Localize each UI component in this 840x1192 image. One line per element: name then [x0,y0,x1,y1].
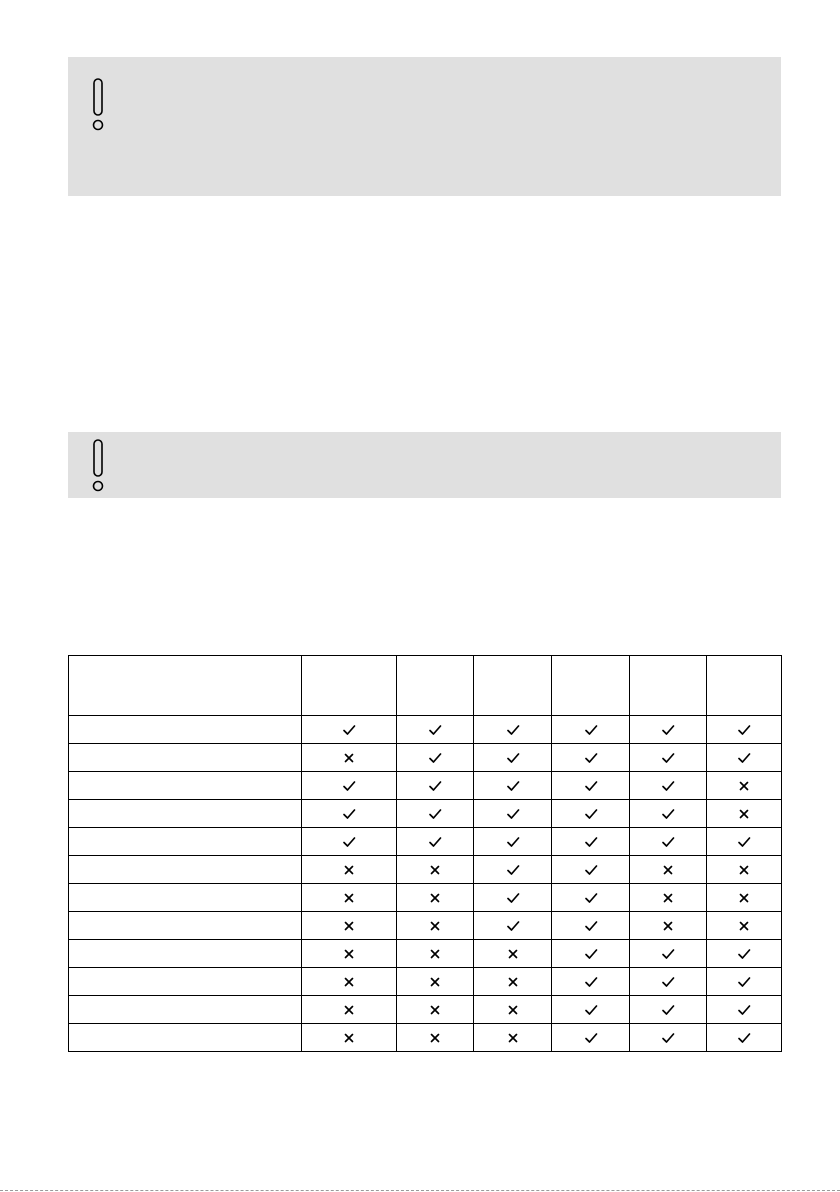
mark-cell [474,912,552,940]
row-label-cell [69,940,302,968]
check-icon [506,863,520,877]
check-icon [506,807,520,821]
mark-cell [630,996,707,1024]
exclamation-icon [90,438,106,494]
cross-icon [342,1003,356,1017]
table-row [69,996,782,1024]
cross-icon [428,891,442,905]
mark-cell [302,716,397,744]
cross-icon [737,919,751,933]
mark-cell [552,884,630,912]
cross-icon [506,947,520,961]
table-row [69,968,782,996]
cross-icon [506,1031,520,1045]
mark-cell [630,828,707,856]
header-cell [707,656,782,716]
table-row [69,800,782,828]
table-row [69,1024,782,1052]
mark-cell [397,884,474,912]
mark-cell [397,996,474,1024]
row-label-cell [69,996,302,1024]
cross-icon [428,1031,442,1045]
mark-cell [630,716,707,744]
mark-cell [707,996,782,1024]
row-label-cell [69,800,302,828]
check-icon [584,751,598,765]
cross-icon [428,863,442,877]
check-icon [342,835,356,849]
row-label-cell [69,1024,302,1052]
check-icon [584,863,598,877]
check-icon [506,919,520,933]
mark-cell [302,1024,397,1052]
mark-cell [552,772,630,800]
mark-cell [707,884,782,912]
cross-icon [661,919,675,933]
table-header-row [69,656,782,716]
mark-cell [707,856,782,884]
mark-cell [397,856,474,884]
check-icon [737,723,751,737]
check-icon [342,779,356,793]
mark-cell [630,1024,707,1052]
mark-cell [302,772,397,800]
mark-cell [302,800,397,828]
mark-cell [397,800,474,828]
mark-cell [630,772,707,800]
mark-cell [474,716,552,744]
table-row [69,744,782,772]
mark-cell [552,996,630,1024]
check-icon [661,1031,675,1045]
check-icon [428,807,442,821]
row-label-cell [69,744,302,772]
mark-cell [630,856,707,884]
mark-cell [397,940,474,968]
mark-cell [302,940,397,968]
mark-cell [474,800,552,828]
check-icon [661,835,675,849]
check-icon [506,835,520,849]
mark-cell [552,716,630,744]
row-label-cell [69,884,302,912]
row-label-cell [69,772,302,800]
cross-icon [428,947,442,961]
mark-cell [474,1024,552,1052]
mark-cell [302,744,397,772]
table-row [69,856,782,884]
cross-icon [342,863,356,877]
mark-cell [302,996,397,1024]
mark-cell [474,996,552,1024]
exclamation-icon [90,77,106,133]
mark-cell [474,884,552,912]
cross-icon [506,1003,520,1017]
check-icon [584,975,598,989]
mark-cell [474,856,552,884]
check-icon [661,975,675,989]
check-icon [737,975,751,989]
mark-cell [397,744,474,772]
cross-icon [737,863,751,877]
row-label-cell [69,828,302,856]
mark-cell [552,968,630,996]
cross-icon [737,807,751,821]
mark-cell [552,800,630,828]
check-icon [584,891,598,905]
mark-cell [552,856,630,884]
check-icon [428,751,442,765]
row-label-cell [69,968,302,996]
cross-icon [428,975,442,989]
check-icon [661,751,675,765]
cross-icon [737,891,751,905]
mark-cell [707,800,782,828]
check-icon [584,947,598,961]
row-label-cell [69,856,302,884]
compatibility-table [68,655,782,1052]
mark-cell [397,828,474,856]
check-icon [342,807,356,821]
cross-icon [342,919,356,933]
cross-icon [737,779,751,793]
mark-cell [707,968,782,996]
header-cell [552,656,630,716]
check-icon [506,751,520,765]
check-icon [506,723,520,737]
mark-cell [707,828,782,856]
table-row [69,884,782,912]
cross-icon [342,1031,356,1045]
check-icon [737,1031,751,1045]
row-label-cell [69,912,302,940]
mark-cell [552,828,630,856]
table-row [69,828,782,856]
check-icon [661,947,675,961]
mark-cell [630,968,707,996]
mark-cell [474,772,552,800]
table-row [69,716,782,744]
mark-cell [302,828,397,856]
table-row [69,772,782,800]
mark-cell [474,828,552,856]
mark-cell [630,744,707,772]
cross-icon [342,947,356,961]
mark-cell [397,1024,474,1052]
check-icon [428,723,442,737]
check-icon [342,723,356,737]
check-icon [661,779,675,793]
cross-icon [342,891,356,905]
check-icon [584,723,598,737]
mark-cell [397,968,474,996]
mark-cell [707,716,782,744]
table-row [69,940,782,968]
cross-icon [661,891,675,905]
mark-cell [302,856,397,884]
mark-cell [707,744,782,772]
cross-icon [342,975,356,989]
mark-cell [552,940,630,968]
header-cell [474,656,552,716]
mark-cell [552,1024,630,1052]
mark-cell [302,884,397,912]
cross-icon [506,975,520,989]
check-icon [506,779,520,793]
header-cell [397,656,474,716]
cross-icon [661,863,675,877]
mark-cell [397,716,474,744]
cross-icon [428,1003,442,1017]
mark-cell [630,884,707,912]
check-icon [661,723,675,737]
mark-cell [474,940,552,968]
check-icon [584,919,598,933]
cross-icon [428,919,442,933]
mark-cell [474,744,552,772]
header-cell [302,656,397,716]
header-cell-label [69,656,302,716]
check-icon [737,751,751,765]
mark-cell [707,772,782,800]
mark-cell [630,800,707,828]
check-icon [428,835,442,849]
page-cut-line [0,1190,840,1191]
mark-cell [707,912,782,940]
mark-cell [397,772,474,800]
check-icon [737,835,751,849]
check-icon [737,1003,751,1017]
check-icon [428,779,442,793]
check-icon [584,835,598,849]
check-icon [584,1031,598,1045]
header-cell [630,656,707,716]
mark-cell [707,1024,782,1052]
check-icon [584,779,598,793]
check-icon [584,1003,598,1017]
mark-cell [397,912,474,940]
check-icon [661,1003,675,1017]
mark-cell [552,912,630,940]
check-icon [737,947,751,961]
mark-cell [630,940,707,968]
cross-icon [342,751,356,765]
check-icon [661,807,675,821]
mark-cell [302,968,397,996]
mark-cell [552,744,630,772]
check-icon [506,891,520,905]
mark-cell [630,912,707,940]
row-label-cell [69,716,302,744]
notice-box-2 [68,432,781,498]
notice-box-1 [68,57,781,196]
check-icon [584,807,598,821]
mark-cell [302,912,397,940]
table-row [69,912,782,940]
mark-cell [474,968,552,996]
mark-cell [707,940,782,968]
